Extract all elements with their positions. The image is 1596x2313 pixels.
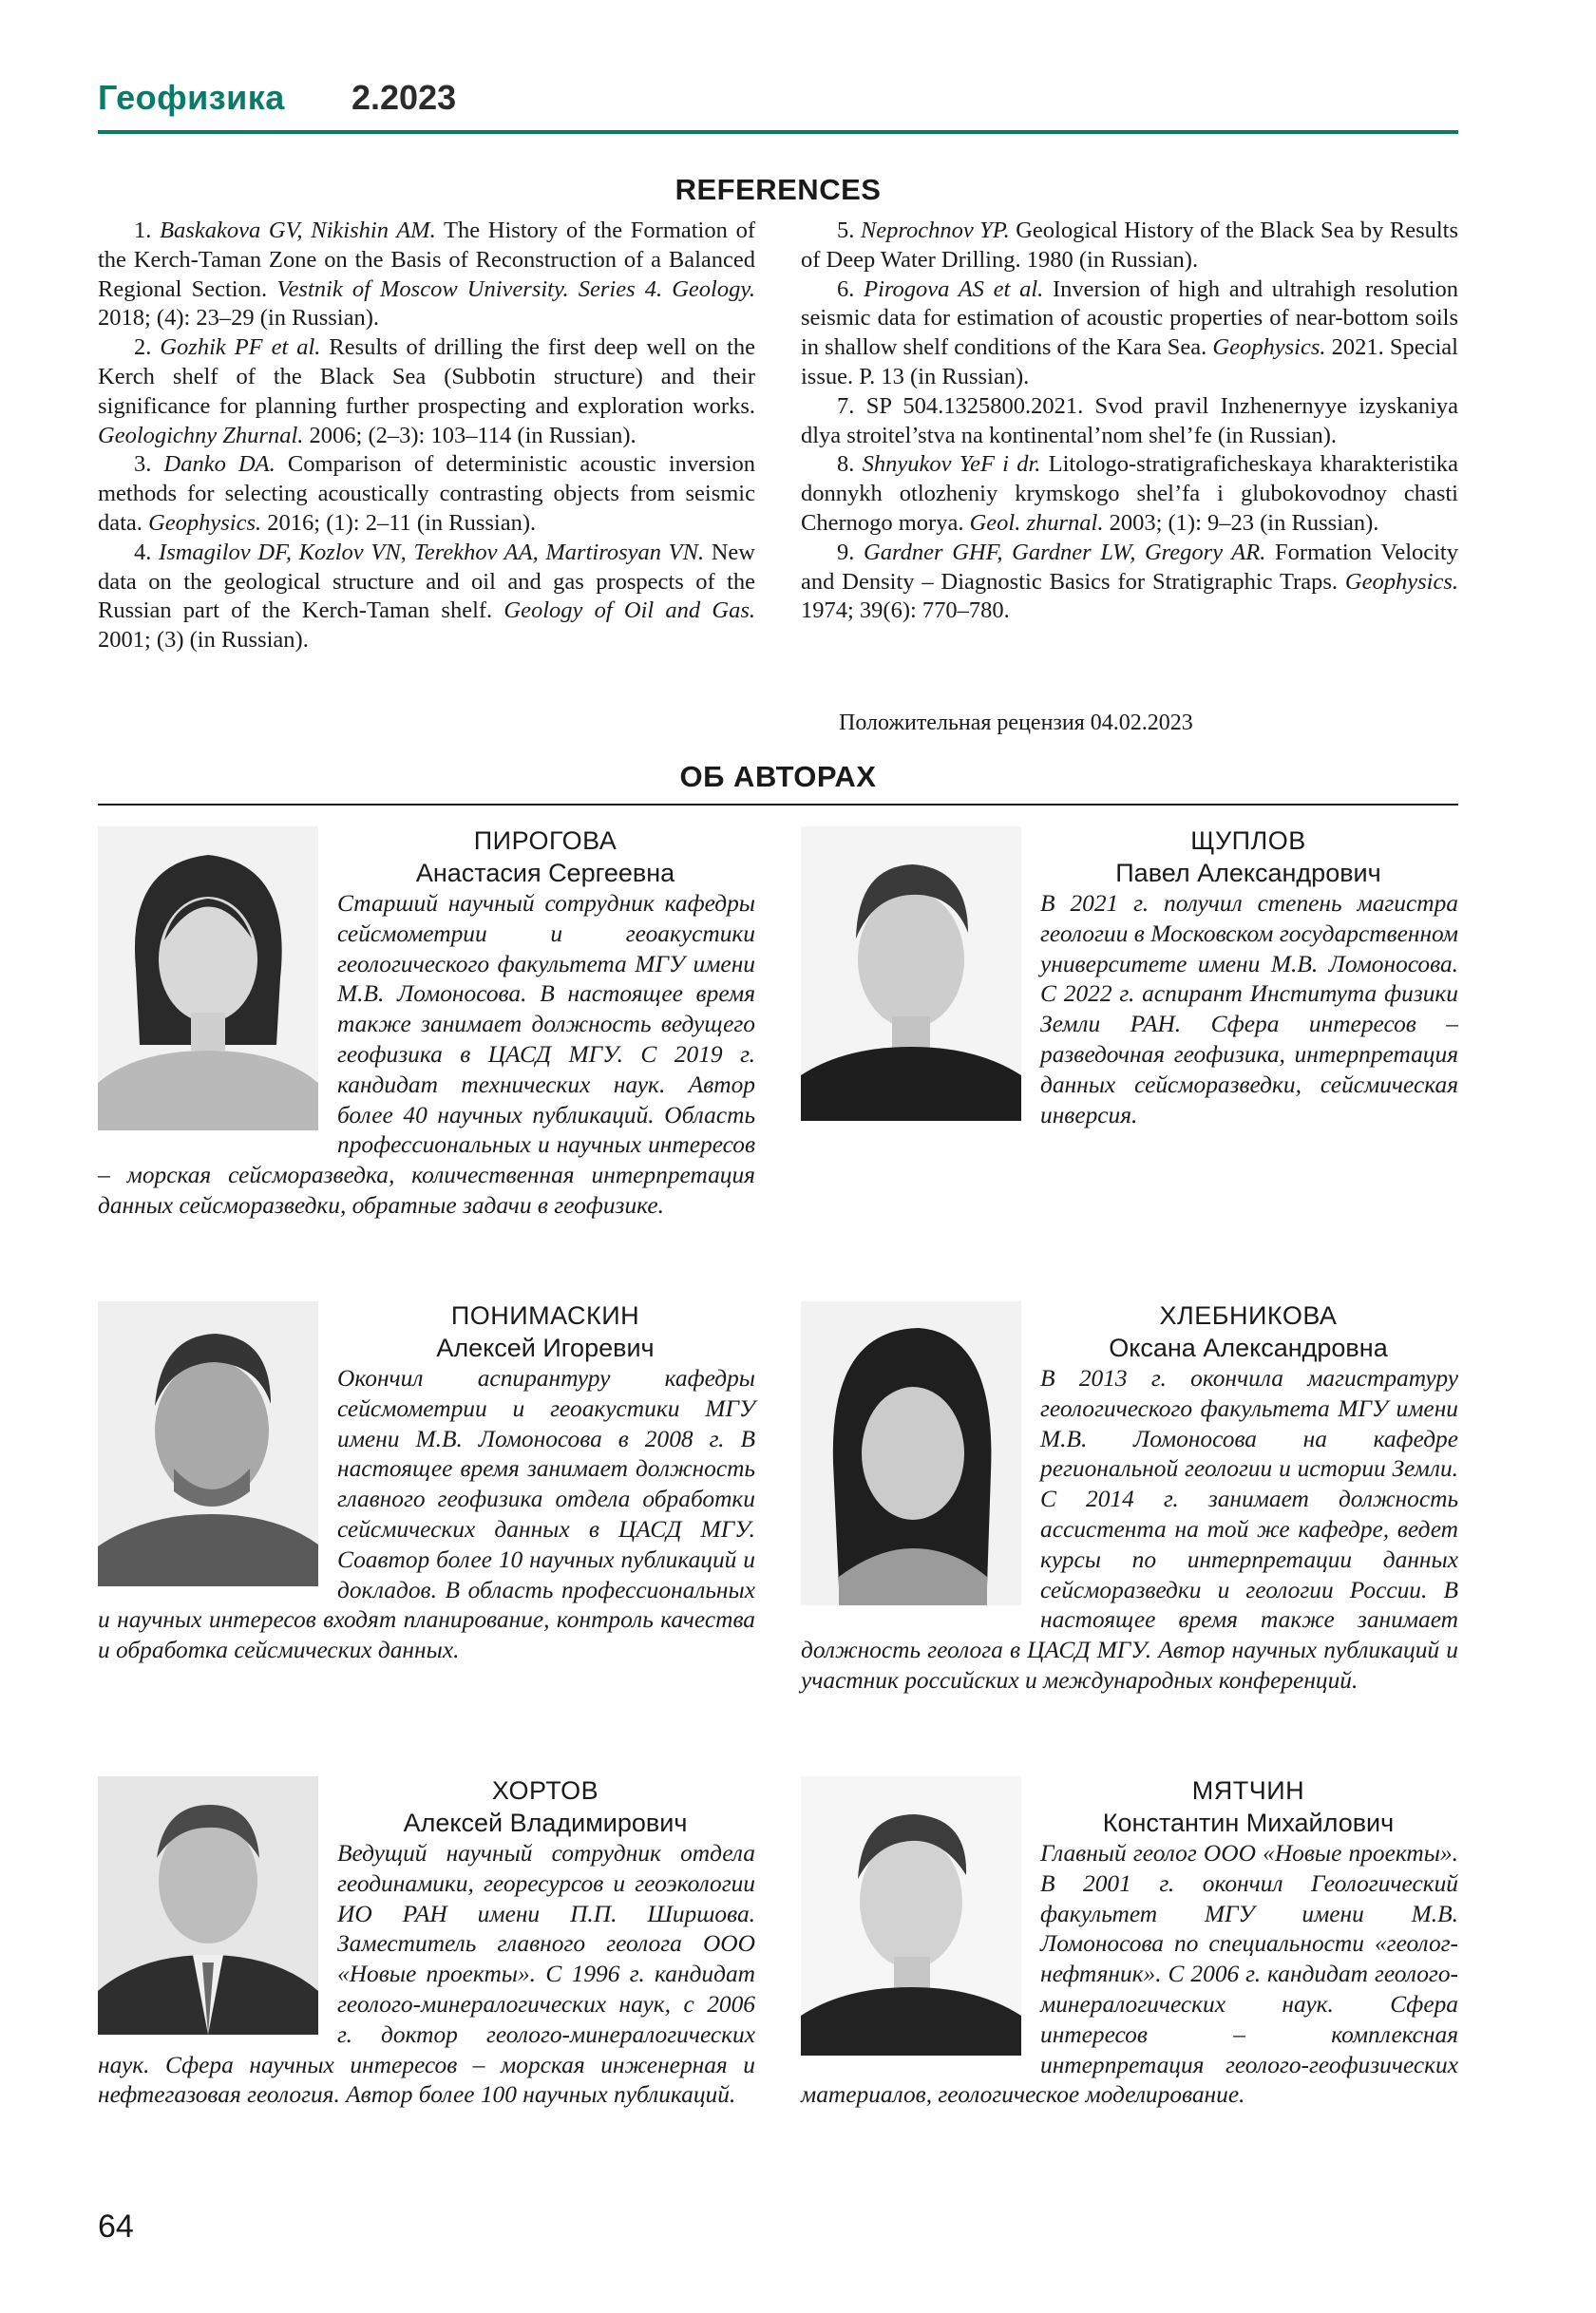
reference-item: 8. Shnyukov YeF i dr. Litologo-stratigraficheskaya kharakteristika donnykh otlozheniy krymskogo shel’fa i glubokovodnoy chasti Chernogo morya. Geol. zhurnal. 2003; (1): 9–23 (in Russian). xyxy=(801,451,1459,536)
author-surname: ПИРОГОВА xyxy=(473,826,618,855)
reference-item: 3. Danko DA. Comparison of deterministic acoustic inversion methods for selecting acoustically contrasting objects from seismic data. Geophysics. 2016; (1): 2–11 (in Russian). xyxy=(98,451,755,536)
author-surname: ПОНИМАСКИН xyxy=(450,1301,640,1330)
author-bio: Главный геолог ООО «Новые проекты». В 2001 г. окончил Геологический факультет МГУ имени М.В. Ломоносова по специальности «геолог-нефтяник». С 2006 г. кандидат геолого-минералогических наук. Сфера интересов – комплексная интерпретация геолого-геофизических материалов, геологическое моделирование. xyxy=(801,1840,1458,2109)
reference-item: 4. Ismagilov DF, Kozlov VN, Terekhov AA, Martirosyan VN. New data on the geological structure and oil and gas prospects of the Russian part of the Kerch-Taman shelf. Geology of Oil and Gas. 2001; (3) (in Russian). xyxy=(98,539,756,654)
reference-item: 7. SP 504.1325800.2021. Svod pravil Inzhenernyye izyskaniya dlya stroitel’stva na kontinental’nom shel’fe (in Russian). xyxy=(801,392,1459,448)
author-surname: МЯТЧИН xyxy=(1191,1776,1305,1805)
page-number: 64 xyxy=(98,2209,134,2245)
author-surname: ХЛЕБНИКОВА xyxy=(1159,1301,1338,1330)
authors-heading: ОБ АВТОРАХ xyxy=(679,760,877,793)
author-card xyxy=(801,825,1458,1130)
author-surname: ЩУПЛОВ xyxy=(1190,826,1306,855)
references-heading: REFERENCES xyxy=(674,173,882,206)
journal-title: Геофизика xyxy=(98,78,285,117)
author-given-names: Алексей Игоревич xyxy=(436,1334,655,1362)
reference-item: 5. Neprochnov YP. Geological History of the Black Sea by Results of Deep Water Drilling. 1980 (in Russian). xyxy=(801,218,1459,273)
references-right-column xyxy=(801,217,1458,626)
author-given-names: Анастасия Сергеевна xyxy=(415,859,675,887)
author-card xyxy=(98,1774,755,2111)
author-photo xyxy=(98,1301,318,1586)
authors-rule xyxy=(98,804,1458,806)
header-rule xyxy=(98,130,1458,134)
author-given-names: Алексей Владимирович xyxy=(403,1809,688,1837)
reference-item: 1. Baskakova GV, Nikishin AM. The History of the Formation of the Kerch-Taman Zone on the Basis of Reconstruction of a Balanced Regional Section. Vestnik of Moscow University. Series 4. Geology. 2018; (4): 23–29 (in Russian). xyxy=(98,218,755,332)
author-photo xyxy=(98,1776,318,2035)
author-given-names: Оксана Александровна xyxy=(1109,1334,1388,1362)
author-card xyxy=(98,825,755,1222)
author-photo xyxy=(801,1776,1021,2056)
author-bio: В 2013 г. окончила магистратуру геологического факультета МГУ имени М.В. Ломоносова на кафедре региональной геологии и истории Земли. С 2014 г. занимает должность ассистента на той же кафедре, ведет курсы по интерпретации данных сейсморазведки и геологии России. В настоящее время также занимает должность геолога в ЦАСД МГУ. Автор научных публикаций и участник российских и международных конференций. xyxy=(801,1365,1458,1694)
review-note: Положительная рецензия 04.02.2023 xyxy=(839,711,1193,735)
author-card xyxy=(98,1299,755,1666)
author-photo xyxy=(98,826,318,1130)
author-photo xyxy=(801,1301,1021,1605)
reference-item: 9. Gardner GHF, Gardner LW, Gregory AR. Formation Velocity and Density – Diagnostic Basics for Stratigraphic Traps. Geophysics. 1974; 39(6): 770–780. xyxy=(801,539,1458,624)
author-given-names: Павел Александрович xyxy=(1115,859,1381,887)
reference-item: 2. Gozhik PF et al. Results of drilling the first deep well on the Kerch shelf of the Black Sea (Subbotin structure) and their significance for planning further prospecting and exploration works. Geologichny Zhurnal. 2006; (2–3): 103–114 (in Russian). xyxy=(98,334,756,448)
author-bio: Окончил аспирантуру кафедры сейсмометрии и геоакустики МГУ имени М.В. Ломоносова в 2008 г. В настоящее время занимает должность главного геофизика отдела обработки сейсмических данных в ЦАСД МГУ. Соавтор более 10 научных публикаций и докладов. В область профессиональных и научных интересов входят планирование, контроль качества и обработка сейсмических данных. xyxy=(98,1365,755,1664)
issue-number: 2.2023 xyxy=(352,78,457,117)
author-card xyxy=(801,1299,1458,1697)
author-given-names: Константин Михайлович xyxy=(1102,1809,1395,1837)
author-surname: ХОРТОВ xyxy=(491,1776,599,1805)
references-left-column xyxy=(98,217,755,655)
author-photo xyxy=(801,826,1021,1121)
author-bio: Старший научный сотрудник кафедры сейсмометрии и геоакустики геологического факультета МГУ имени М.В. Ломоносова. В настоящее время также занимает должность ведущего геофизика в ЦАСД МГУ. С 2019 г. кандидат технических наук. Автор более 40 научных публикаций. Область профессиональных и научных интересов – морская сейсморазведка, количественная интерпретация данных сейсморазведки, обратные задачи в геофизике. xyxy=(98,890,755,1219)
reference-item: 6. Pirogova AS et al. Inversion of high and ultrahigh resolution seismic data for estimation of acoustic properties of near-bottom soils in shallow shelf conditions of the Kara Sea. Geophysics. 2021. Special issue. P. 13 (in Russian). xyxy=(801,275,1458,389)
running-header xyxy=(98,78,1458,131)
author-bio: Ведущий научный сотрудник отдела геодинамики, георесурсов и геоэкологии ИО РАН имени П.П. Ширшова. Заместитель главного геолога ООО «Новые проекты». С 1996 г. кандидат геолого-минералогических наук, с 2006 г. доктор геолого-минералогических наук. Сфера научных интересов – морская инженерная и нефтегазовая геология. Автор более 100 научных публикаций. xyxy=(98,1840,755,2109)
author-bio: В 2021 г. получил степень магистра геологии в Московском государственном университете имени М.В. Ломоносова. С 2022 г. аспирант Института физики Земли РАН. Сфера интересов – разведочная геофизика, интерпретация данных сейсморазведки, сейсмическая инверсия. xyxy=(1040,890,1458,1128)
author-card xyxy=(801,1774,1458,2111)
